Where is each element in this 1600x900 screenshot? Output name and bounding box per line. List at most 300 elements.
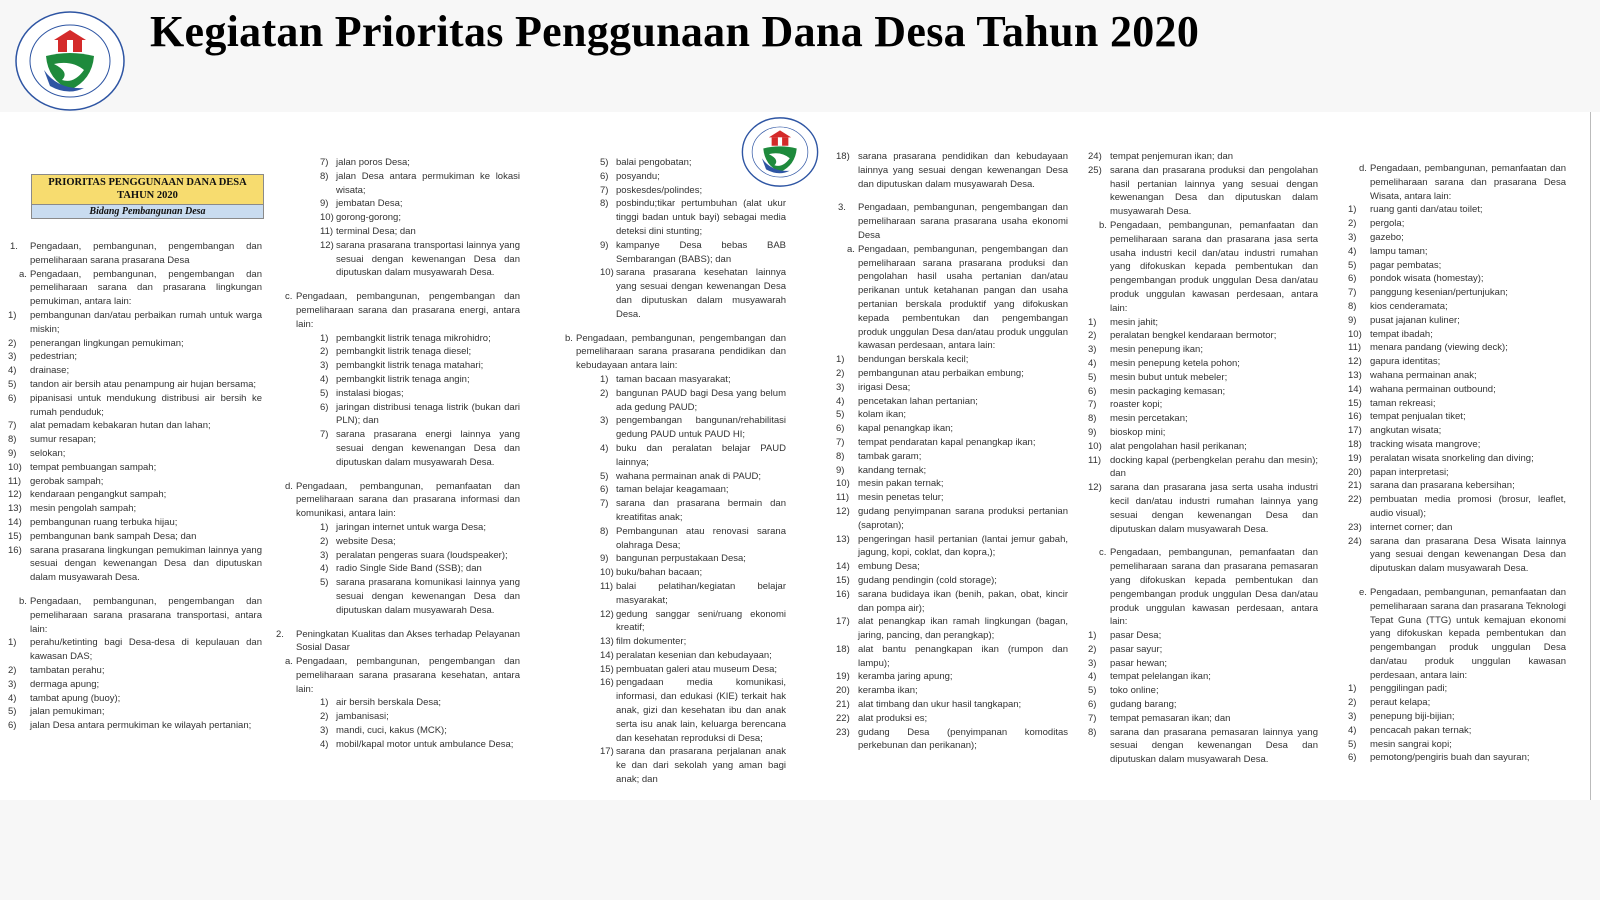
item-text: pembangunan bank sampah Desa; dan (30, 530, 197, 542)
list-item (320, 373, 520, 387)
item-number: 21) (836, 699, 850, 711)
item-text: mandi, cuci, kakus (MCK); (336, 725, 447, 737)
item-text: jaringan internet untuk warga Desa; (336, 521, 486, 533)
item-text: sarana prasarana energi lainnya yang sesuai dengan kewenangan Desa dan diputuskan dalam musyawarah Desa. (336, 429, 520, 468)
item-text: gudang barang; (1110, 699, 1177, 711)
item-text: sarana dan prasarana jasa serta usaha industri kecil dan/atau industri rumahan lainnya yang sesuai dengan kewenangan Desa dan diputuskan dalam musyawarah Desa. (1110, 482, 1318, 535)
item-number: 10) (1348, 328, 1362, 340)
item-text: bangunan perpustakaan Desa; (616, 553, 746, 565)
item-text: pembuatan galeri atau museum Desa; (616, 663, 778, 675)
item-number: 1) (1088, 630, 1097, 642)
list-item (600, 239, 786, 267)
list-item (1348, 272, 1566, 286)
item-number: 25) (1088, 164, 1102, 176)
item-text: panggung kesenian/pertunjukan; (1370, 287, 1508, 299)
list-item (1088, 629, 1318, 643)
list-item (8, 692, 262, 706)
item-number: 5) (600, 470, 609, 482)
item-text: sarana prasarana transportasi lainnya yang sesuai dengan kewenangan Desa dan diputuskan dalam musyawarah Desa. (336, 239, 520, 279)
list-item (8, 516, 262, 530)
list-item (1088, 371, 1318, 385)
item-number: 3) (1088, 344, 1097, 356)
list-item (836, 450, 1068, 464)
item-number: 2) (320, 535, 329, 547)
item-number: 16) (8, 544, 22, 556)
list-item (1088, 412, 1318, 426)
column-1 (8, 230, 262, 733)
item-number: 5) (8, 378, 17, 390)
item-number: 14) (8, 516, 22, 528)
item-number: 4) (600, 442, 609, 454)
item-text: kapal penangkap ikan; (858, 423, 954, 435)
item-number: 2) (1348, 218, 1357, 230)
item-number: 14) (600, 649, 614, 661)
item-number: 6) (1088, 699, 1097, 711)
item-text: sarana dan prasarana kebersihan; (1370, 480, 1515, 492)
list-item (600, 608, 786, 636)
list-item (8, 392, 262, 420)
item-number: 2. (276, 628, 284, 640)
item-number: 3. (838, 202, 846, 214)
item-number: 4) (1348, 245, 1357, 257)
item-number: 10) (8, 461, 22, 473)
item-text: Pengadaan, pembangunan, pengembangan dan pemeliharaan sarana dan prasarana lingkungan pemukiman, antara lain: (30, 268, 262, 308)
item-text: alat pemadam kebakaran hutan dan lahan; (30, 420, 211, 432)
item-number: 15) (8, 530, 22, 542)
item-number: 1) (8, 637, 17, 649)
item-number: 10) (1088, 440, 1102, 452)
item-number: 2) (8, 664, 17, 676)
item-text: taman rekreasi; (1370, 397, 1436, 409)
item-text: mesin packaging kemasan; (1110, 385, 1226, 397)
list-item (1088, 712, 1318, 726)
item-number: 21) (1348, 480, 1362, 492)
item-text: sarana dan prasarana bermain dan kreatifitas anak; (616, 498, 786, 523)
item-text: embung Desa; (858, 561, 920, 573)
item-number: 15) (836, 574, 850, 586)
item-number: c. (285, 291, 293, 303)
item-number: 4) (836, 395, 845, 407)
item-number: 7) (320, 157, 329, 168)
item-number: 15) (1348, 397, 1362, 409)
list-item (1348, 682, 1566, 696)
item-number: 2) (320, 711, 329, 723)
list-item (8, 309, 262, 337)
item-text: kendaraan pengangkut sampah; (30, 489, 167, 501)
item-number: 6) (8, 720, 17, 732)
list-item (1348, 521, 1566, 535)
item-text: pagar pembatas; (1370, 259, 1442, 271)
subsection-heading (19, 595, 262, 636)
list-item (1348, 217, 1566, 231)
list-item (8, 350, 262, 364)
item-text: pembangunan atau perbaikan embung; (858, 367, 1024, 379)
item-number: 1) (1348, 204, 1357, 216)
item-text: gudang Desa (penyimpanan komoditas perkebunan dan perikanan); (858, 726, 1068, 752)
item-text: pedestrian; (30, 351, 78, 363)
item-text: jembatan Desa; (336, 198, 403, 210)
item-number: 3) (320, 549, 329, 561)
item-text: pembangkit listrik tenaga angin; (336, 373, 470, 385)
list-item (1088, 643, 1318, 657)
item-number: 3) (320, 360, 329, 372)
item-number: 3) (8, 351, 17, 363)
list-item (8, 364, 262, 378)
item-text: pembangkit listrik tenaga mikrohidro; (336, 332, 491, 344)
item-text: mesin jahit; (1110, 316, 1159, 328)
item-text: Pengadaan, pembangunan, pengembangan dan pemeliharaan sarana prasarana usaha ekonomi Desa (858, 202, 1068, 241)
priority-subheading: Bidang Pembangunan Desa (32, 204, 263, 218)
item-text: taman belajar keagamaan; (616, 484, 729, 496)
subsection-heading (1359, 586, 1566, 683)
list-item (600, 373, 786, 387)
item-text: pembangkit listrik tenaga diesel; (336, 346, 472, 358)
item-number: 8) (1348, 300, 1357, 312)
item-number: 9) (1088, 426, 1097, 438)
item-number: 11) (8, 475, 22, 487)
list-item (320, 428, 520, 469)
list-item (8, 544, 262, 585)
item-number: 18) (836, 643, 850, 655)
item-number: 5) (320, 577, 329, 589)
section-heading (10, 240, 262, 268)
item-number: 5) (1348, 738, 1357, 750)
item-number: 13) (600, 636, 614, 648)
list-item (836, 422, 1068, 436)
item-number: 12) (320, 239, 334, 251)
list-item (836, 588, 1068, 616)
subsection-heading (1099, 546, 1318, 629)
list-item (836, 436, 1068, 450)
item-text: Pengadaan, pembangunan, pengembangan dan pemeliharaan sarana prasarana pendidikan dan kebudayaan antara lain: (576, 332, 786, 372)
list-item (836, 367, 1068, 381)
column-4 (836, 150, 1068, 753)
item-text: terminal Desa; dan (336, 225, 416, 237)
section-heading (276, 628, 520, 656)
list-item (320, 170, 520, 198)
list-item (1348, 452, 1566, 466)
item-number: 17) (600, 746, 614, 758)
item-text: jalan pemukiman; (30, 706, 105, 718)
subsection-heading (847, 243, 1068, 353)
item-text: radio Single Side Band (SSB); dan (336, 563, 482, 575)
item-text: roaster kopi; (1110, 399, 1163, 411)
item-number: 15) (600, 663, 614, 675)
item-text: sarana prasarana kesehatan lainnya yang sesuai dengan kewenangan Desa dan diputuskan dalam musyawarah Desa. (616, 267, 786, 320)
item-number: 10) (600, 267, 614, 279)
item-text: pasar Desa; (1110, 630, 1162, 642)
list-item (1348, 300, 1566, 314)
item-number: 9) (8, 447, 17, 459)
item-text: pembangunan dan/atau perbaikan rumah untuk warga miskin; (30, 309, 262, 335)
list-item (320, 696, 520, 710)
item-number: 3) (1348, 231, 1357, 243)
item-text: gudang penyimpanan sarana produksi pertanian (saprotan); (858, 505, 1068, 531)
list-item (8, 447, 262, 461)
list-item (836, 726, 1068, 754)
list-item (8, 705, 262, 719)
item-number: 2) (1088, 643, 1097, 655)
list-item (320, 156, 520, 170)
list-item (320, 710, 520, 724)
list-item (1088, 454, 1318, 482)
item-text: kolam ikan; (858, 409, 907, 421)
item-text: Pengadaan, pembangunan, pengembangan dan pemeliharaan sarana prasarana Desa (30, 241, 262, 266)
item-number: 4) (1088, 671, 1097, 683)
item-text: bangunan PAUD bagi Desa yang belum ada gedung PAUD; (616, 387, 786, 413)
item-number: 5) (1348, 259, 1357, 271)
item-number: 2) (836, 367, 845, 379)
subsection-heading (285, 655, 520, 696)
item-text: mesin bubut untuk mebeler; (1110, 371, 1228, 383)
item-text: penerangan lingkungan pemukiman; (30, 337, 184, 349)
priority-heading: PRIORITAS PENGGUNAAN DANA DESA TAHUN 2020 (32, 175, 263, 204)
list-item (1088, 316, 1318, 330)
item-number: 11) (1348, 342, 1362, 354)
list-item (1348, 231, 1566, 245)
subsection-heading (19, 268, 262, 309)
item-number: 22) (1348, 494, 1362, 506)
item-number: 4) (320, 738, 329, 750)
item-number: d. (285, 480, 293, 492)
item-text: pasar sayur; (1110, 643, 1163, 655)
item-text: pasar hewan; (1110, 657, 1168, 669)
item-number: 13) (8, 503, 22, 515)
list-item (1088, 426, 1318, 440)
list-item (836, 395, 1068, 409)
item-number: 2) (1348, 697, 1357, 709)
item-number: 8) (600, 198, 609, 210)
item-text: tempat pembuangan sampah; (30, 461, 157, 473)
item-number: 6) (600, 484, 609, 496)
item-number: 1) (320, 521, 329, 533)
list-item (8, 419, 262, 433)
list-item (1348, 479, 1566, 493)
item-text: pondok wisata (homestay); (1370, 273, 1484, 285)
list-item (1348, 466, 1566, 480)
list-item (8, 433, 262, 447)
item-number: b. (565, 332, 573, 344)
item-text: mesin percetakan; (1110, 413, 1188, 425)
item-text: alat penangkap ikan ramah lingkungan (bagan, jaring, pancing, dan perangkap); (858, 616, 1068, 642)
list-item (320, 562, 520, 576)
list-item (600, 663, 786, 677)
list-item (1348, 738, 1566, 752)
item-number: 3) (1088, 657, 1097, 669)
item-text: menara pandang (viewing deck); (1370, 342, 1508, 354)
list-item (600, 184, 786, 198)
item-number: 11) (320, 225, 334, 237)
list-item (836, 477, 1068, 491)
item-text: taman bacaan masyarakat; (616, 373, 731, 385)
item-text: pembangkit listrik tenaga matahari; (336, 360, 484, 372)
list-item (1348, 259, 1566, 273)
subsection-heading (285, 480, 520, 521)
list-item (836, 615, 1068, 643)
item-number: 7) (320, 429, 329, 441)
item-text: balai pengobatan; (616, 157, 692, 168)
item-number: 7) (8, 420, 17, 432)
item-text: Pengadaan, pembangunan, pemanfaatan dan pemeliharaan sarana dan prasarana Teknologi Tepat Guna (TTG) untuk kemajuan ekonomi yang difokuskan kepada pembentukan dan pengembangan produk unggulan Desa dan/atau produk unggulan kawasan perdesaan, antara lain: (1370, 586, 1566, 681)
item-number: 8) (8, 434, 17, 446)
list-item (1088, 481, 1318, 536)
priority-heading-box (31, 174, 264, 219)
list-item (836, 698, 1068, 712)
item-number: 24) (1088, 151, 1102, 162)
item-number: 12) (836, 505, 850, 517)
list-item (600, 170, 786, 184)
item-text: wahana permainan outbound; (1370, 383, 1496, 395)
list-item (836, 505, 1068, 533)
list-item (1348, 369, 1566, 383)
list-item (1348, 328, 1566, 342)
list-item (836, 353, 1068, 367)
item-text: alat bantu penangkapan ikan (rumpon dan lampu); (858, 643, 1068, 669)
item-number: 17) (836, 616, 850, 628)
item-text: mesin sangrai kopi; (1370, 738, 1452, 750)
item-text: mesin penepung ketela pohon; (1110, 357, 1240, 369)
list-item (8, 461, 262, 475)
list-item (600, 197, 786, 238)
list-item (1348, 535, 1566, 576)
item-text: docking kapal (perbengkelan perahu dan mesin); dan (1110, 454, 1318, 480)
item-text: bendungan berskala kecil; (858, 354, 969, 366)
item-number: 16) (1348, 411, 1362, 423)
item-text: tempat pelelangan ikan; (1110, 671, 1211, 683)
subsection-heading (1099, 219, 1318, 316)
list-item (320, 724, 520, 738)
item-text: Pembangunan atau renovasi sarana olahraga Desa; (616, 525, 786, 551)
item-text: peralatan bengkel kendaraan bermotor; (1110, 330, 1277, 342)
item-text: sarana prasarana pendidikan dan kebudayaan lainnya yang sesuai dengan kewenangan Desa dan diputuskan dalam musyawarah Desa. (858, 151, 1068, 190)
page-edge-divider (1590, 112, 1591, 800)
item-text: kios cenderamata; (1370, 300, 1448, 312)
item-number: 1. (10, 241, 18, 252)
list-item (600, 266, 786, 321)
list-item (320, 332, 520, 346)
list-item (836, 574, 1068, 588)
item-text: pipanisasi untuk mendukung distribusi air bersih ke rumah penduduk; (30, 392, 262, 418)
item-text: sarana dan prasarana produksi dan pengolahan hasil pertanian lainnya yang sesuai dengan kewenangan Desa dan diputuskan dalam musyawarah Desa. (1110, 164, 1318, 218)
item-text: film dokumenter; (616, 636, 687, 648)
column-3 (565, 156, 786, 787)
item-text: drainase; (30, 365, 70, 377)
list-item (1348, 751, 1566, 765)
item-number: 4) (8, 365, 17, 377)
item-number: e. (1359, 586, 1367, 598)
item-number: 5) (1088, 371, 1097, 383)
item-text: pusat jajanan kuliner; (1370, 314, 1460, 326)
item-number: 14) (836, 561, 850, 573)
item-text: website Desa; (336, 535, 396, 547)
item-text: peraut kelapa; (1370, 697, 1431, 709)
item-number: 3) (600, 415, 609, 427)
item-number: 6) (1088, 385, 1097, 397)
item-number: 20) (1348, 466, 1362, 478)
list-item (8, 664, 262, 678)
list-item (836, 408, 1068, 422)
item-text: selokan; (30, 447, 66, 459)
list-item (1348, 410, 1566, 424)
item-text: mesin pengolah sampah; (30, 503, 137, 515)
list-item (836, 684, 1068, 698)
list-item (836, 670, 1068, 684)
item-text: Pengadaan, pembangunan, pengembangan dan pemeliharaan sarana prasarana transportasi, antara lain: (30, 595, 262, 635)
item-number: 2) (1088, 330, 1097, 342)
item-number: 22) (836, 712, 850, 724)
item-text: toko online; (1110, 685, 1159, 697)
item-number: 1) (320, 332, 329, 344)
list-item (600, 649, 786, 663)
item-text: gedung sanggar seni/ruang ekonomi kreatif; (616, 608, 786, 634)
item-text: mesin penepung ikan; (1110, 344, 1203, 356)
item-number: 14) (1348, 383, 1362, 395)
list-item (1088, 440, 1318, 454)
item-number: 3) (320, 725, 329, 737)
item-text: balai pelatihan/kegiatan belajar masyarakat; (616, 580, 786, 606)
item-number: 12) (1088, 482, 1102, 494)
item-text: jalan poros Desa; (336, 157, 410, 168)
item-text: tempat ibadah; (1370, 328, 1433, 340)
item-number: b. (19, 595, 27, 607)
item-text: posbindu;tikar pertumbuhan (alat ukur tinggi badan untuk bayi) sebagai media deteksi dini stunting; (616, 198, 786, 237)
item-number: 3) (1348, 711, 1357, 723)
list-item (320, 521, 520, 535)
item-number: 7) (1088, 712, 1097, 724)
column-2 (276, 156, 520, 752)
item-text: Pengadaan, pembangunan, pemanfaatan dan pemeliharaan sarana dan prasarana informasi dan komunikasi, antara lain: (296, 480, 520, 520)
list-item (1348, 355, 1566, 369)
list-item (320, 535, 520, 549)
item-number: 16) (600, 677, 614, 689)
item-text: penggilingan padi; (1370, 683, 1448, 695)
subsection-heading (285, 290, 520, 331)
item-number: 13) (836, 533, 850, 545)
ministry-logo (14, 10, 126, 112)
item-number: 19) (1348, 452, 1362, 464)
item-number: 4) (320, 563, 329, 575)
item-text: tambat apung (buoy); (30, 692, 121, 704)
list-item (320, 401, 520, 429)
list-item (1088, 698, 1318, 712)
item-text: sarana dan prasarana perjalanan anak ke dan dari sekolah yang aman bagi anak; dan (616, 746, 786, 786)
item-number: 1) (1088, 316, 1097, 328)
list-item (1348, 245, 1566, 259)
item-text: peralatan pengeras suara (loudspeaker); (336, 549, 508, 561)
list-item (1088, 398, 1318, 412)
item-text: wahana permainan anak; (1370, 369, 1477, 381)
list-item (1088, 357, 1318, 371)
list-item (600, 580, 786, 608)
list-item (320, 211, 520, 225)
subsection-heading (565, 332, 786, 373)
list-item (600, 387, 786, 415)
item-number: 4) (1348, 724, 1357, 736)
list-item (320, 549, 520, 563)
item-number: 4) (320, 373, 329, 385)
list-item (1348, 383, 1566, 397)
item-text: tempat pendaratan kapal penangkap ikan; (858, 436, 1036, 448)
item-number: 7) (1348, 287, 1357, 299)
item-number: a. (19, 268, 27, 280)
list-item (1348, 397, 1566, 411)
item-text: sarana dan prasarana Desa Wisata lainnya yang sesuai dengan kewenangan Desa dan diputuskan dalam musyawarah Desa. (1370, 535, 1566, 575)
item-text: pencacah pakan ternak; (1370, 724, 1472, 736)
item-number: 12) (600, 608, 614, 620)
item-number: 6) (8, 392, 17, 404)
item-number: 8) (1088, 413, 1097, 425)
list-item (320, 225, 520, 239)
